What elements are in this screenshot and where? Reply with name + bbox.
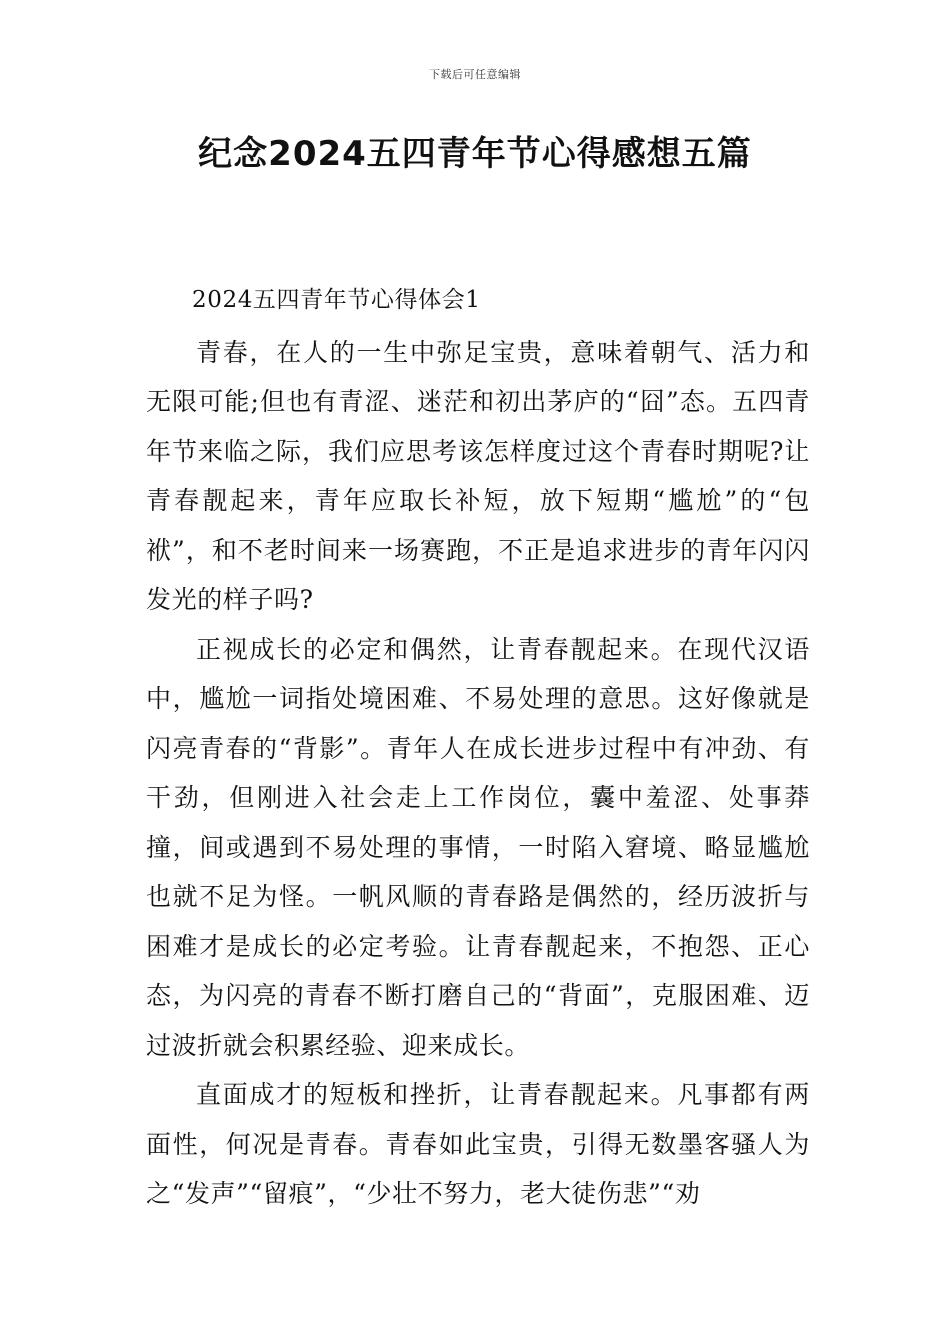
- header-note: 下载后可任意编辑: [429, 68, 521, 81]
- paragraph: 直面成才的短板和挫折，让青春靓起来。凡事都有两面性，何况是青春。青春如此宝贵，引得无数墨客骚人为之“发声”“留痕”，“少壮不努力，老大徒伤悲”“劝: [146, 1080, 810, 1208]
- document-title: 纪念2024五四青年节心得感想五篇: [198, 134, 752, 174]
- paragraph: 青春，在人的一生中弥足宝贵，意味着朝气、活力和无限可能;但也有青涩、迷茫和初出茅庐的“囧”态。五四青年节来临之际，我们应思考该怎样度过这个青春时期呢?让青春靓起来，青年应取长补短，放下短期“尴尬”的“包袱”，和不老时间来一场赛跑，不正是追求进步的青年闪闪发光的样子吗?: [146, 337, 810, 614]
- section-heading: 2024五四青年节心得体会1: [192, 287, 481, 313]
- paragraph: 正视成长的必定和偶然，让青春靓起来。在现代汉语中，尴尬一词指处境困难、不易处理的意思。这好像就是闪亮青春的“背影”。青年人在成长进步过程中有冲劲、有干劲，但刚进入社会走上工作岗位，囊中羞涩、处事莽撞，间或遇到不易处理的事情，一时陷入窘境、略显尴尬也就不足为怪。一帆风顺的青春路是偶然的，经历波折与困难才是成长的必定考验。让青春靓起来，不抱怨、正心态，为闪亮的青春不断打磨自己的“背面”，克服困难、迈过波折就会积累经验、迎来成长。: [146, 634, 810, 1060]
- document-body: [146, 276, 810, 1219]
